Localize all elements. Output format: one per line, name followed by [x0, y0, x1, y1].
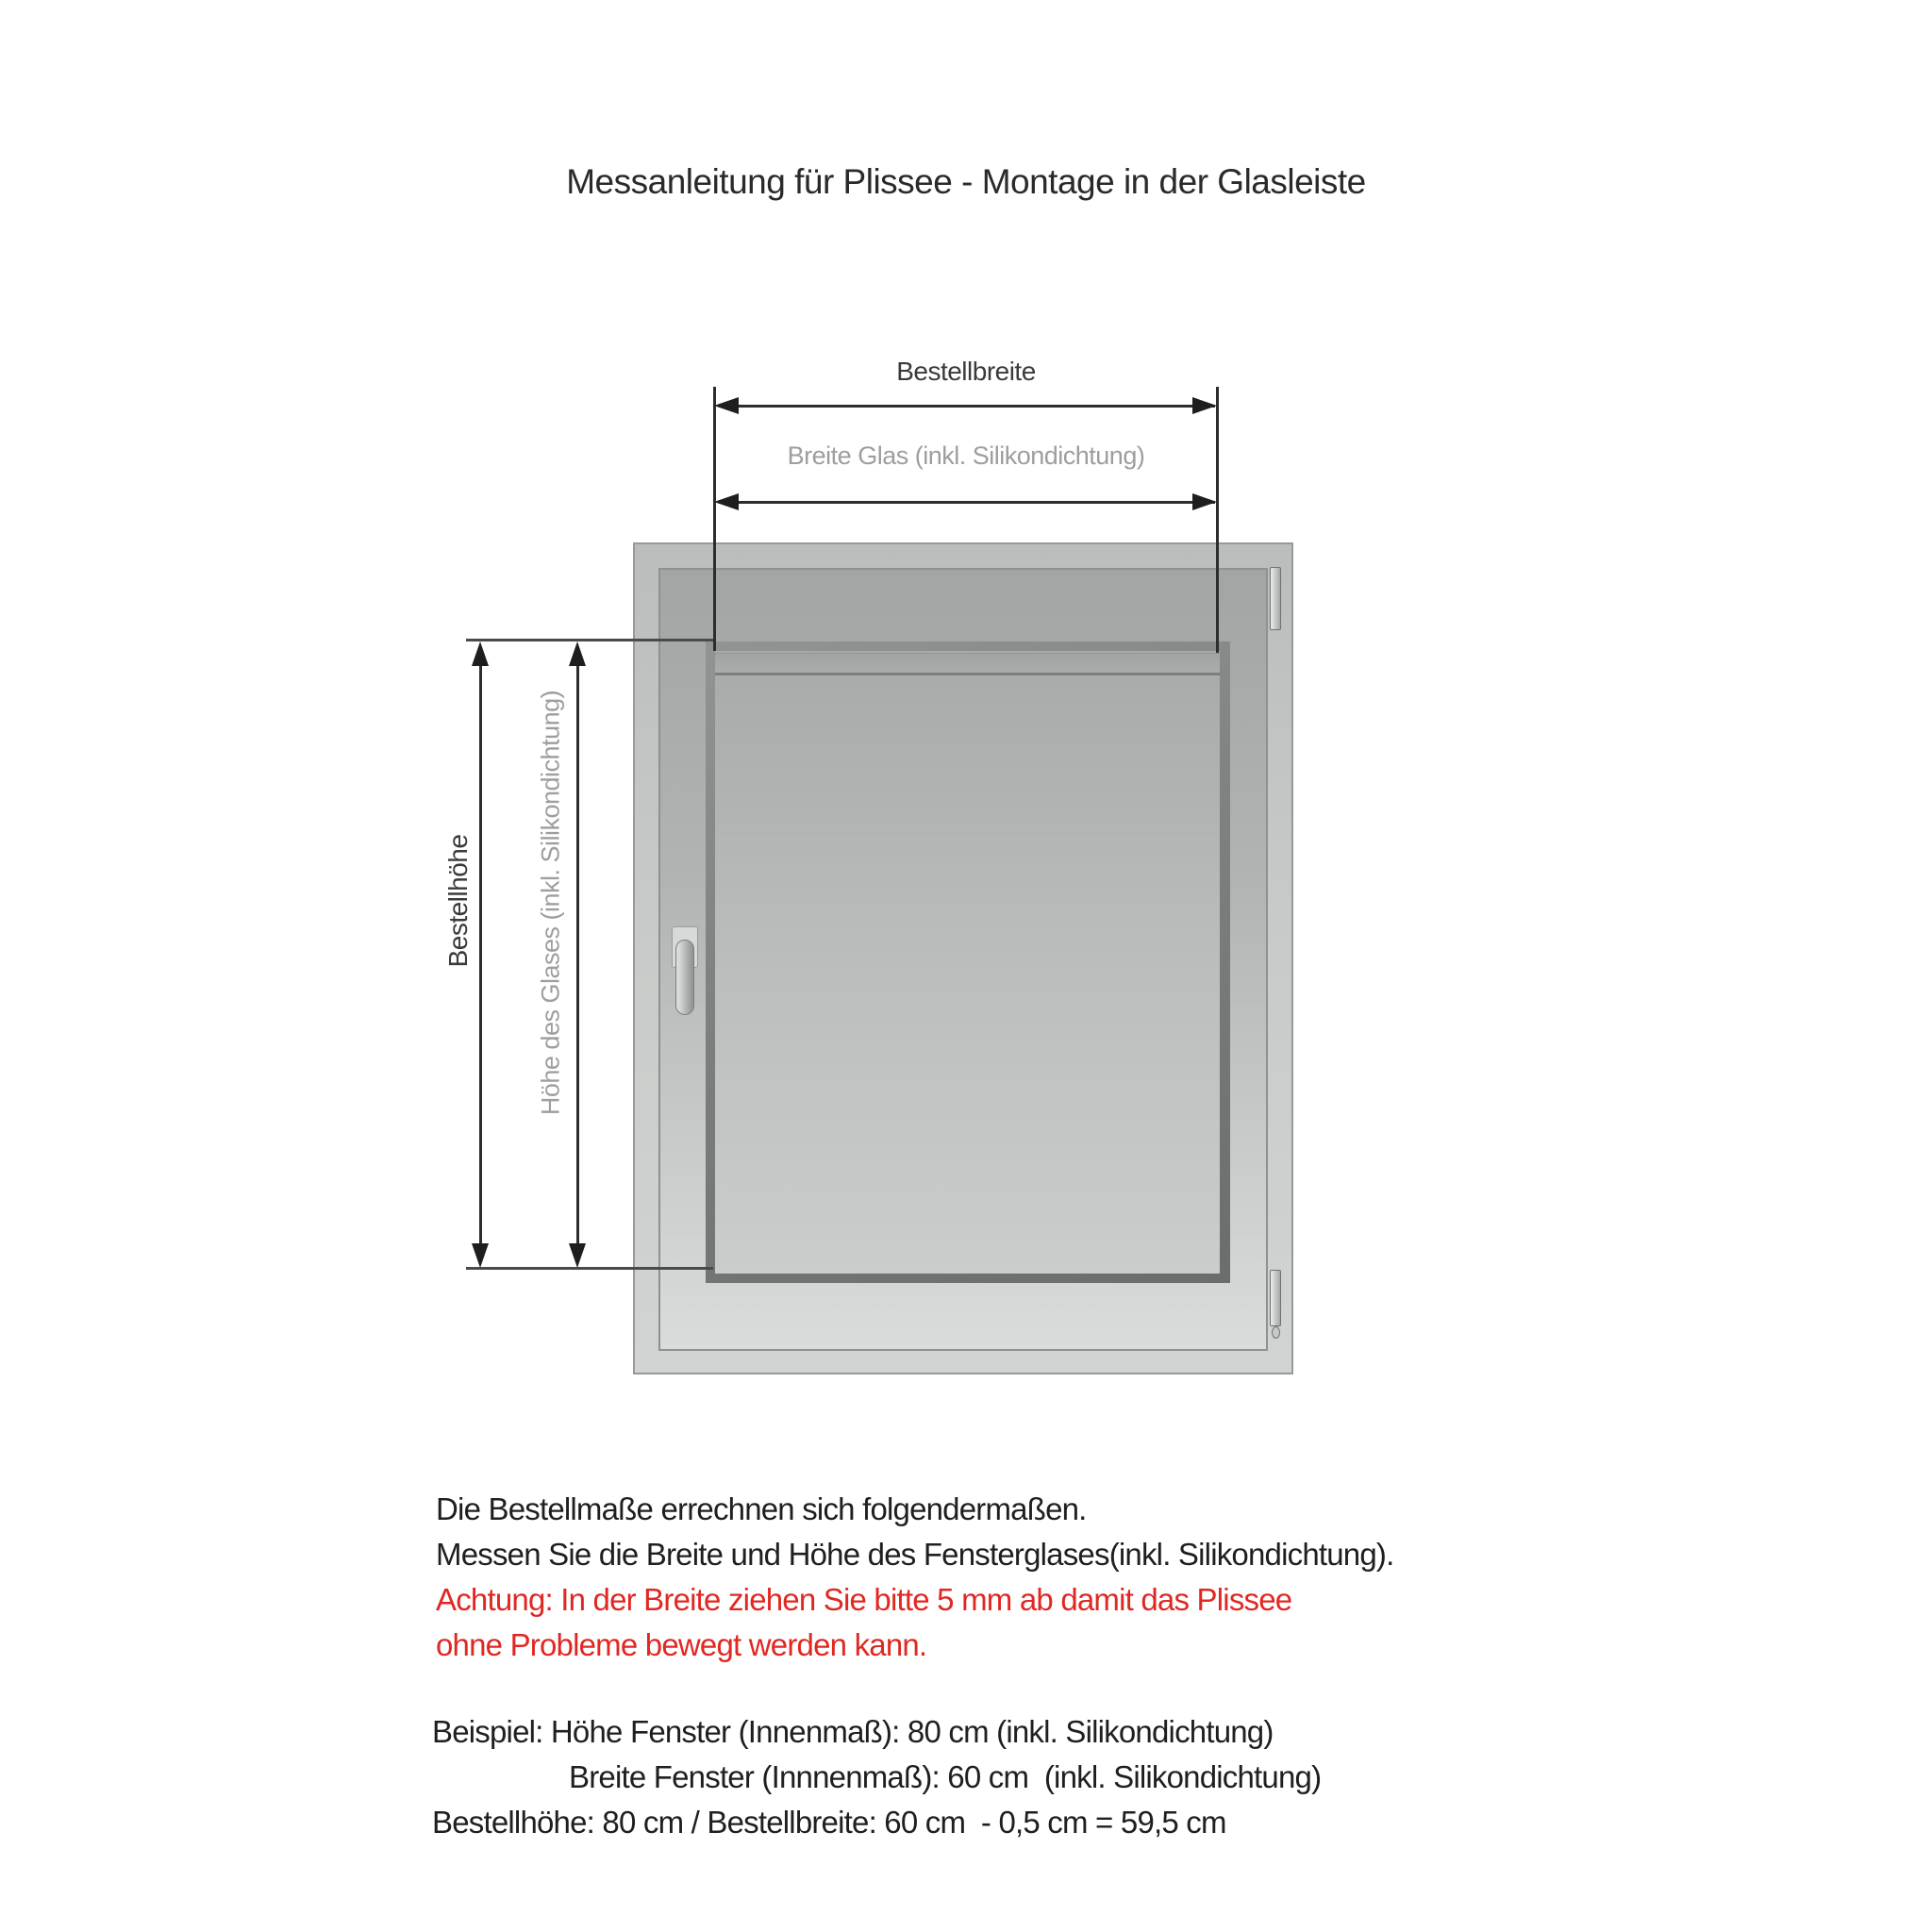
glazing-bead-strip — [715, 653, 1220, 675]
extension-line-glass-right — [1216, 387, 1219, 653]
glass-width-label: Breite Glas (inkl. Silikondichtung) — [787, 441, 1145, 470]
dimension-line-glass-width — [719, 501, 1215, 504]
window-handle-grip — [675, 940, 694, 1015]
arrowhead-south-icon — [569, 1243, 586, 1268]
extension-line-glass-bottom — [466, 1267, 713, 1270]
arrowhead-west-icon — [714, 397, 739, 414]
arrowhead-south-icon — [472, 1243, 489, 1268]
hinge-pin — [1272, 1326, 1280, 1339]
window-glass — [715, 651, 1220, 1274]
arrowhead-north-icon — [569, 641, 586, 666]
instruction-line: Messen Sie die Breite und Höhe des Fensterglases(inkl. Silikondichtung). — [436, 1537, 1394, 1572]
warning-line: Achtung: In der Breite ziehen Sie bitte 5 mm ab damit das Plissee — [436, 1582, 1292, 1617]
order-height-label: Bestellhöhe — [443, 834, 473, 968]
order-width-label: Bestellbreite — [896, 357, 1036, 386]
instruction-line: Die Bestellmaße errechnen sich folgendermaßen. — [436, 1491, 1087, 1526]
instructions-paragraph — [436, 1487, 1393, 1668]
example-paragraph — [432, 1709, 1321, 1845]
extension-line-glass-top — [466, 639, 713, 641]
dimension-line-order-height — [479, 653, 482, 1260]
arrowhead-west-icon — [714, 493, 739, 510]
hinge-top — [1270, 567, 1281, 630]
dimension-line-glass-height — [576, 653, 579, 1260]
arrowhead-north-icon — [472, 641, 489, 666]
warning-line: ohne Probleme bewegt werden kann. — [436, 1627, 927, 1662]
extension-line-glass-left — [713, 387, 716, 651]
glass-height-label: Höhe des Glases (inkl. Silikondichtung) — [536, 690, 565, 1116]
example-line: Beispiel: Höhe Fenster (Innenmaß): 80 cm (inkl. Silikondichtung) — [432, 1714, 1274, 1749]
dimension-line-order-width — [719, 405, 1215, 408]
example-line: Breite Fenster (Innnenmaß): 60 cm (inkl. Silikondichtung) — [569, 1759, 1322, 1794]
arrowhead-east-icon — [1192, 493, 1217, 510]
arrowhead-east-icon — [1192, 397, 1217, 414]
page-title: Messanleitung für Plissee - Montage in der Glasleiste — [566, 162, 1366, 201]
example-line: Bestellhöhe: 80 cm / Bestellbreite: 60 cm - 0,5 cm = 59,5 cm — [432, 1805, 1226, 1840]
hinge-bottom — [1270, 1270, 1281, 1326]
